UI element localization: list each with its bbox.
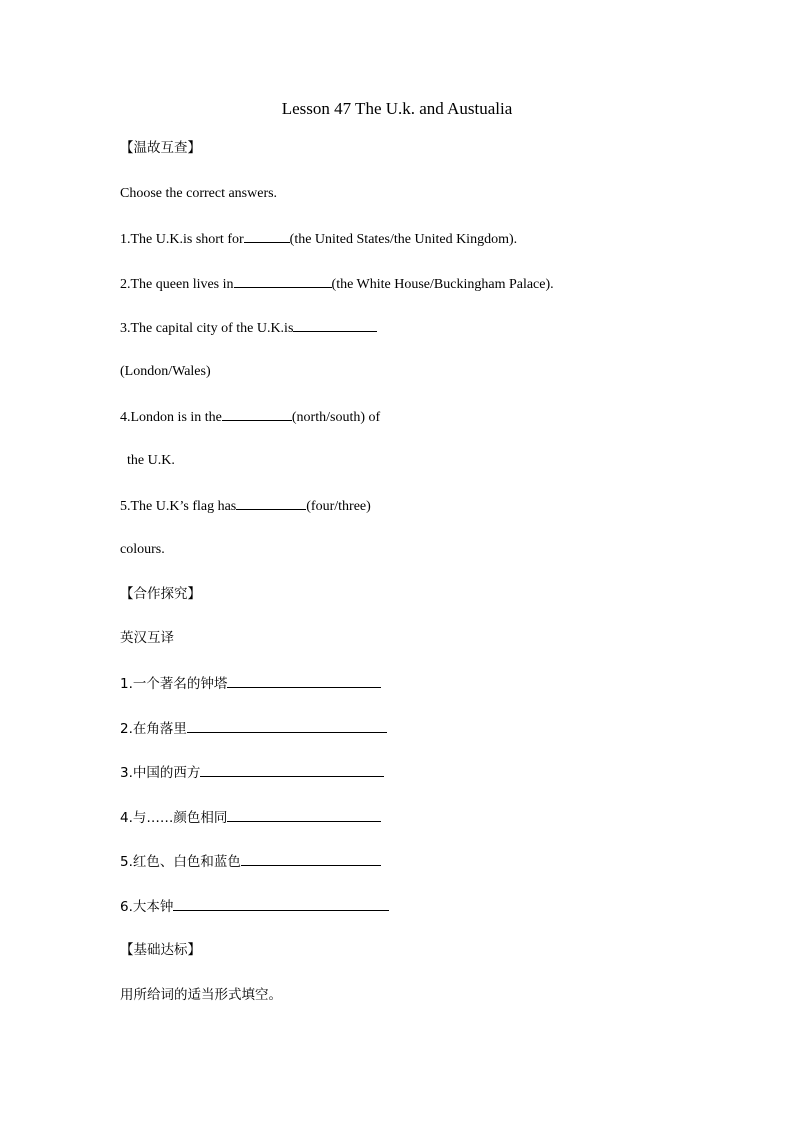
translate-item-1 bbox=[120, 673, 381, 694]
translate-item-5-text: 5.红色、白色和蓝色 bbox=[120, 854, 241, 870]
question-2-suffix: (the White House/Buckingham Palace). bbox=[331, 277, 554, 292]
instruction-choose: Choose the correct answers. bbox=[120, 186, 278, 201]
translate-blank-3[interactable] bbox=[200, 762, 384, 777]
question-1-suffix: (the United States/the United Kingdom). bbox=[289, 232, 518, 247]
answer-blank-4[interactable] bbox=[222, 406, 292, 421]
question-5-prefix: 5.The U.K’s flag has bbox=[120, 499, 237, 514]
translate-item-1-text: 1.一个著名的钟塔 bbox=[120, 676, 228, 692]
translate-item-6 bbox=[120, 896, 389, 917]
instruction-translate: 英汉互译 bbox=[120, 630, 174, 646]
answer-blank-1[interactable] bbox=[244, 228, 290, 243]
question-3-prefix: 3.The capital city of the U.K.is bbox=[120, 321, 294, 336]
question-4-suffix: (north/south) of bbox=[291, 410, 381, 425]
question-5 bbox=[120, 495, 371, 517]
translate-blank-4[interactable] bbox=[227, 807, 381, 822]
translate-item-2-text: 2.在角落里 bbox=[120, 721, 187, 737]
question-2 bbox=[120, 273, 554, 295]
section-heading-review: 【温故互查】 bbox=[120, 140, 201, 156]
section-heading-basic: 【基础达标】 bbox=[120, 942, 201, 958]
translate-item-3 bbox=[120, 762, 384, 783]
translate-item-2 bbox=[120, 718, 387, 739]
question-4 bbox=[120, 406, 380, 428]
question-5-suffix: (four/three) bbox=[306, 499, 371, 514]
translate-item-5 bbox=[120, 851, 381, 872]
answer-blank-3[interactable] bbox=[293, 317, 377, 332]
translate-item-6-text: 6.大本钟 bbox=[120, 899, 174, 915]
instruction-fill-in: 用所给词的适当形式填空。 bbox=[120, 987, 282, 1003]
translate-blank-2[interactable] bbox=[187, 718, 387, 733]
translate-blank-6[interactable] bbox=[173, 896, 389, 911]
question-4-prefix: 4.London is in the bbox=[120, 410, 222, 425]
question-4-continuation: the U.K. bbox=[127, 453, 175, 468]
question-3-options: (London/Wales) bbox=[120, 364, 211, 379]
translate-item-4 bbox=[120, 807, 381, 828]
page-title: Lesson 47 The U.k. and Austualia bbox=[281, 99, 513, 118]
question-1-prefix: 1.The U.K.is short for bbox=[120, 232, 244, 247]
translate-blank-1[interactable] bbox=[227, 673, 381, 688]
question-3 bbox=[120, 317, 377, 339]
question-5-continuation: colours. bbox=[120, 542, 165, 557]
translate-blank-5[interactable] bbox=[241, 851, 381, 866]
section-heading-cooperate: 【合作探究】 bbox=[120, 586, 201, 602]
translate-item-4-text: 4.与……颜色相同 bbox=[120, 810, 228, 826]
translate-item-3-text: 3.中国的西方 bbox=[120, 765, 201, 781]
question-2-prefix: 2.The queen lives in bbox=[120, 277, 234, 292]
question-1 bbox=[120, 228, 517, 250]
answer-blank-2[interactable] bbox=[234, 273, 332, 288]
answer-blank-5[interactable] bbox=[236, 495, 306, 510]
